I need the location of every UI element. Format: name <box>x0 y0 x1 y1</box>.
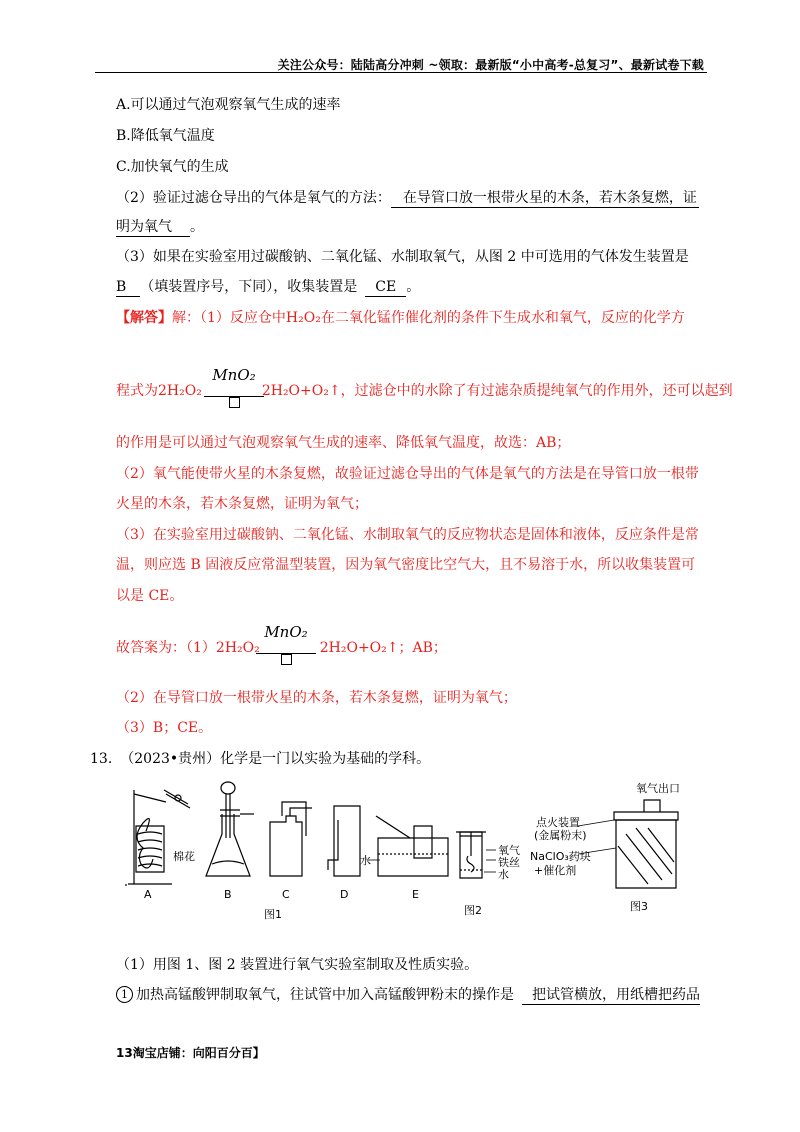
question-number: 13. <box>90 751 113 767</box>
solution-line5: 火星的木条，若木条复燃，证明为氧气； <box>116 496 368 512</box>
shop-label: 淘宝店铺：向阳百分百】 <box>132 1046 265 1060</box>
label-d: D <box>340 888 349 901</box>
fig2-caption: 图2 <box>464 904 482 917</box>
page-footer <box>116 1044 265 1061</box>
apparatus-d <box>328 806 360 876</box>
water-label: 水 <box>360 854 371 867</box>
fig2-wire-label: 铁丝 <box>498 856 520 869</box>
item-text: 加热高锰酸钾制取氧气，往试管中加入高锰酸钾粉末的操作是 <box>136 987 514 1003</box>
question-2-prefix: （2）验证过滤仓导出的气体是氧气的方法： <box>116 190 391 206</box>
fig2-water-label: 水 <box>498 868 509 881</box>
label-a: A <box>144 888 152 901</box>
solution-text1: 解：（1）反应仓中H₂O₂在二氧化锰作催化剂的条件下生成水和氧气，反应的化学方 <box>172 310 685 326</box>
option-c: C.加快氧气的生成 <box>116 159 229 175</box>
fig3-outlet-label: 氧气出口 <box>636 782 680 795</box>
solution-line1 <box>116 308 685 328</box>
label-b: B <box>224 888 232 901</box>
apparatus-a <box>126 790 190 886</box>
question-3-cont: B （填装置序号，下同），收集装置是 CE 。 <box>116 279 421 295</box>
question-3: （3）如果在实验室用过碳酸钠、二氧化锰、水制取氧气，从图 2 中可选用的气体发生装置是 <box>116 249 689 265</box>
fig1-caption: 图1 <box>264 908 282 921</box>
item-number: 1 <box>116 986 133 1003</box>
question-text: 化学是一门以实验为基础的学科。 <box>220 751 431 767</box>
question-2-answer-line2: 明为氧气 <box>116 218 190 237</box>
option-a: A.可以通过气泡观察氧气生成的速率 <box>116 97 341 113</box>
page-number: 13 <box>116 1046 133 1060</box>
solution-line8: 以是 CE。 <box>116 588 184 604</box>
answer-equation: 故答案为：（1）2H₂O₂ 2H₂O+O₂↑；AB； <box>116 640 447 656</box>
label-c: C <box>282 888 290 901</box>
question-2-cont: 明为氧气 。 <box>116 219 204 235</box>
fig3-powder-label: (金属粉末) <box>534 829 587 842</box>
solution-label: 【解答】 <box>116 310 172 326</box>
answer-3: （3）B；CE。 <box>116 720 213 736</box>
label-e: E <box>412 888 419 901</box>
solution-line3: 的作用是可以通过气泡观察氧气生成的速率、降低氧气温度，故选：AB； <box>116 435 571 451</box>
option-b: B.降低氧气温度 <box>116 128 215 144</box>
page-header: 关注公众号：陆陆高分冲刺 ~领取：最新版“小中高考-总复习”、最新试卷下载 <box>277 58 704 72</box>
question-2 <box>116 188 699 208</box>
apparatus-fig3 <box>614 800 678 888</box>
fig3-catalyst-label: +催化剂 <box>534 864 577 877</box>
equation-condition-2 <box>256 623 316 663</box>
apparatus-e <box>376 816 448 876</box>
apparatus-fig2 <box>456 832 486 878</box>
question-source: （2023•贵州） <box>120 751 221 767</box>
apparatus-c <box>270 802 312 876</box>
apparatus-b <box>206 782 254 876</box>
question-13-sub1: （1）用图 1、图 2 装置进行氧气实验室制取及性质实验。 <box>116 957 479 973</box>
catalyst-label-2: MnO₂ <box>264 623 308 641</box>
header-divider <box>95 72 707 73</box>
question-3-answer-collect: CE <box>365 278 406 297</box>
solution-line7: 温，则应选 B 固液反应常温型装置，因为氧气密度比空气大，且不易溶于水，所以收集装置可 <box>116 557 696 573</box>
question-3-mid: （填装置序号，下同），收集装置是 <box>140 279 358 295</box>
item-answer: 把试管横放，用纸槽把药品 <box>522 986 700 1005</box>
question-2-answer-line1: 在导管口放一根带火星的木条，若木条复燃，证 <box>391 189 699 208</box>
apparatus-figure <box>116 776 716 928</box>
fig3-caption: 图3 <box>630 900 648 913</box>
solution-equation: 程式为2H₂O₂ 2H₂O+O₂↑，过滤仓中的水除了有过滤杂质提纯氧气的作用外，还可以起到 <box>116 383 733 399</box>
fig2-oxygen-label: 氧气 <box>498 844 520 857</box>
fig3-block-label: NaClO₃药块 <box>530 850 591 863</box>
fig3-ignition-label: 点火装置 <box>536 816 580 829</box>
equation-condition-1 <box>204 366 264 406</box>
solution-line4: （2）氧气能使带火星的木条复燃，故验证过滤仓导出的气体是氧气的方法是在导管口放一根带 <box>116 466 699 482</box>
catalyst-label: MnO₂ <box>212 366 256 384</box>
question-13-item1 <box>116 985 700 1005</box>
solution-line6: （3）在实验室用过碳酸钠、二氧化锰、水制取氧气的反应物状态是固体和液体，反应条件是常 <box>116 527 699 543</box>
question-13 <box>90 749 430 769</box>
cotton-label: 棉花 <box>173 850 195 863</box>
question-3-answer-device: B <box>116 278 140 297</box>
answer-2: （2）在导管口放一根带火星的木条，若木条复燃，证明为氧气； <box>116 690 517 706</box>
